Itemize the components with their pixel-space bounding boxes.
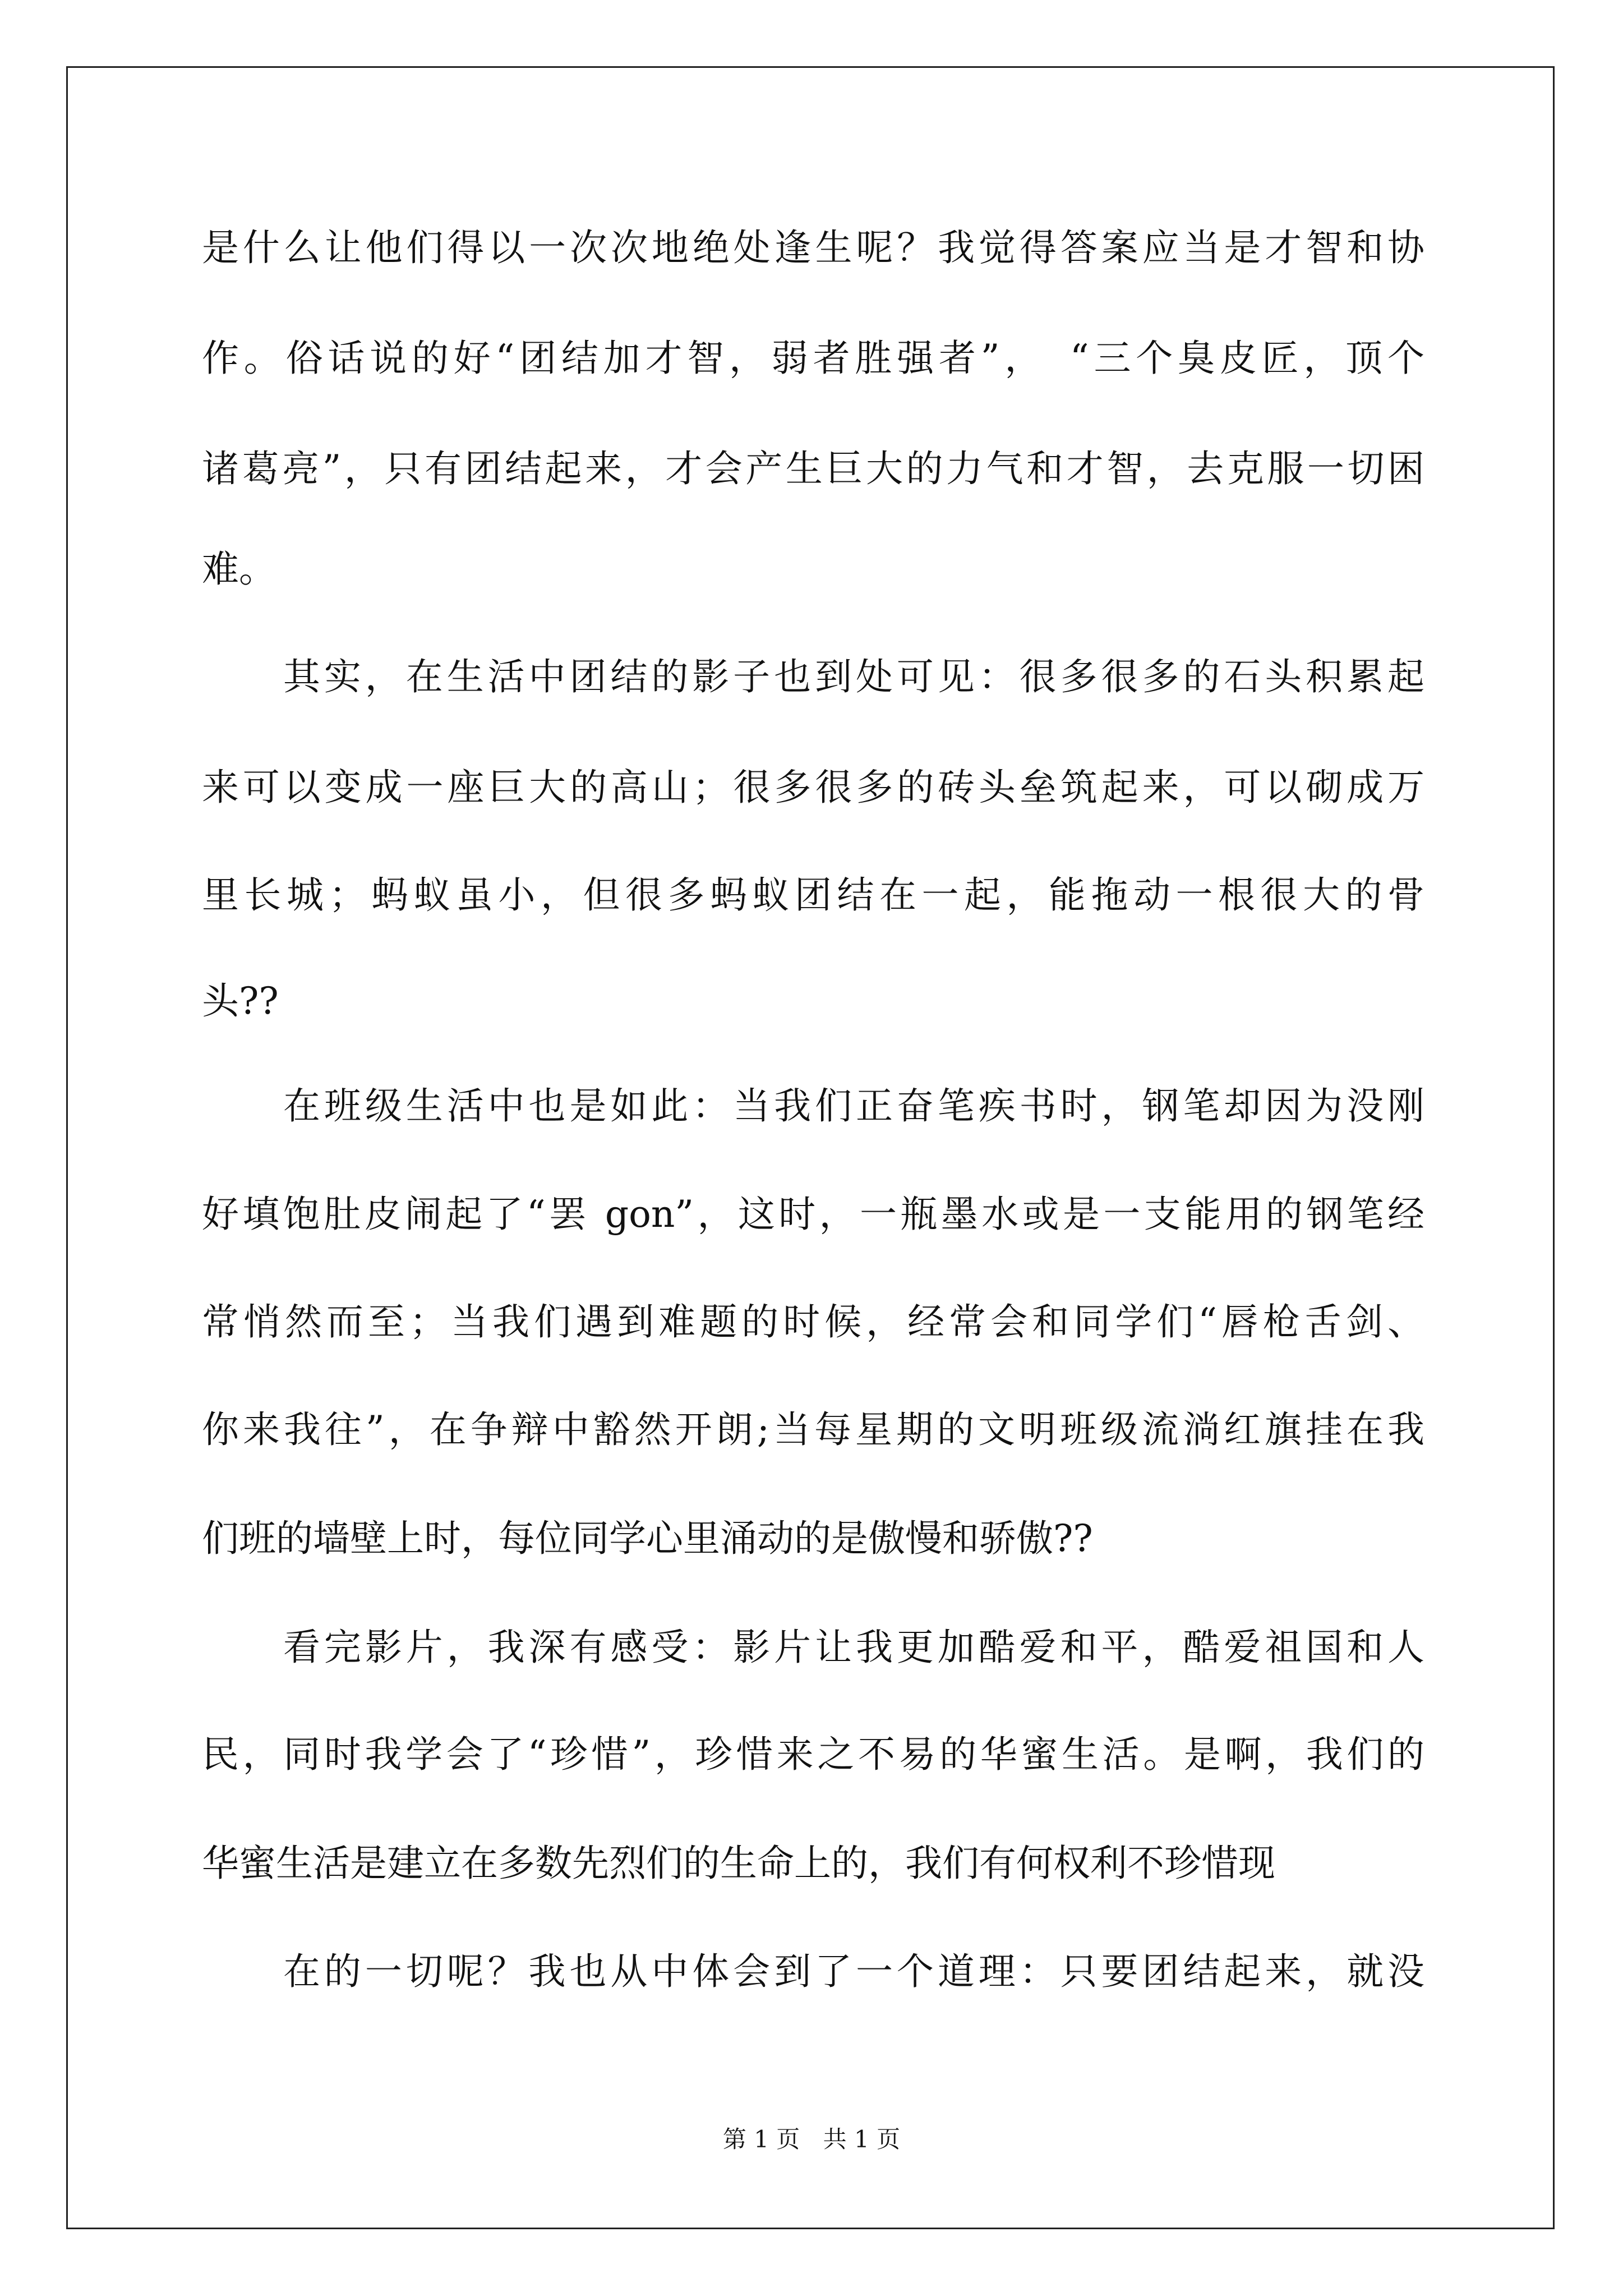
text-line: 们班的墙壁上时，每位同学心里涌动的是傲慢和骄傲?? xyxy=(202,1517,1093,1560)
text-line: 华蜜生活是建立在多数先烈们的生命上的，我们有何权利不珍惜现 xyxy=(202,1842,1275,1885)
text-line: 民，同时我学会了“珍惜”，珍惜来之不易的华蜜生活。是啊，我们的 xyxy=(202,1733,1424,1776)
text-line: 难。 xyxy=(202,547,276,591)
text-line: 在班级生活中也是如此：当我们正奋笔疾书时，钢笔却因为没刚 xyxy=(283,1084,1424,1128)
page-number: 第 1 页 xyxy=(722,2125,800,2153)
text-line: 里长城；蚂蚁虽小，但很多蚂蚁团结在一起，能拖动一根很大的骨 xyxy=(202,873,1424,917)
text-line: 在的一切呢？我也从中体会到了一个道理：只要团结起来，就没 xyxy=(283,1950,1424,1993)
text-line: 是什么让他们得以一次次地绝处逢生呢？我觉得答案应当是才智和协 xyxy=(202,226,1424,269)
text-line: 来可以变成一座巨大的高山；很多很多的砖头垒筑起来，可以砌成万 xyxy=(202,766,1424,809)
page-border xyxy=(66,66,1555,2229)
text-line: 看完影片，我深有感受：影片让我更加酷爱和平，酷爱祖国和人 xyxy=(283,1626,1424,1669)
text-line: 好填饱肚皮闹起了“罢 gon”，这时，一瓶墨水或是一支能用的钢笔经 xyxy=(202,1193,1424,1236)
text-line: 常悄然而至；当我们遇到难题的时候，经常会和同学们“唇枪舌剑、 xyxy=(202,1300,1424,1343)
page-total: 共 1 页 xyxy=(823,2125,901,2153)
text-line: 你来我往”，在争辩中豁然开朗;当每星期的文明班级流淌红旗挂在我 xyxy=(202,1408,1424,1451)
page-footer xyxy=(0,2125,1623,2154)
text-line: 作。俗话说的好“团结加才智，弱者胜强者”， “三个臭皮匠，顶个 xyxy=(202,337,1424,380)
text-line: 头?? xyxy=(202,979,279,1023)
text-line: 其实，在生活中团结的影子也到处可见：很多很多的石头积累起 xyxy=(283,655,1424,698)
text-line: 诸葛亮”，只有团结起来，才会产生巨大的力气和才智，去克服一切困 xyxy=(202,447,1424,490)
